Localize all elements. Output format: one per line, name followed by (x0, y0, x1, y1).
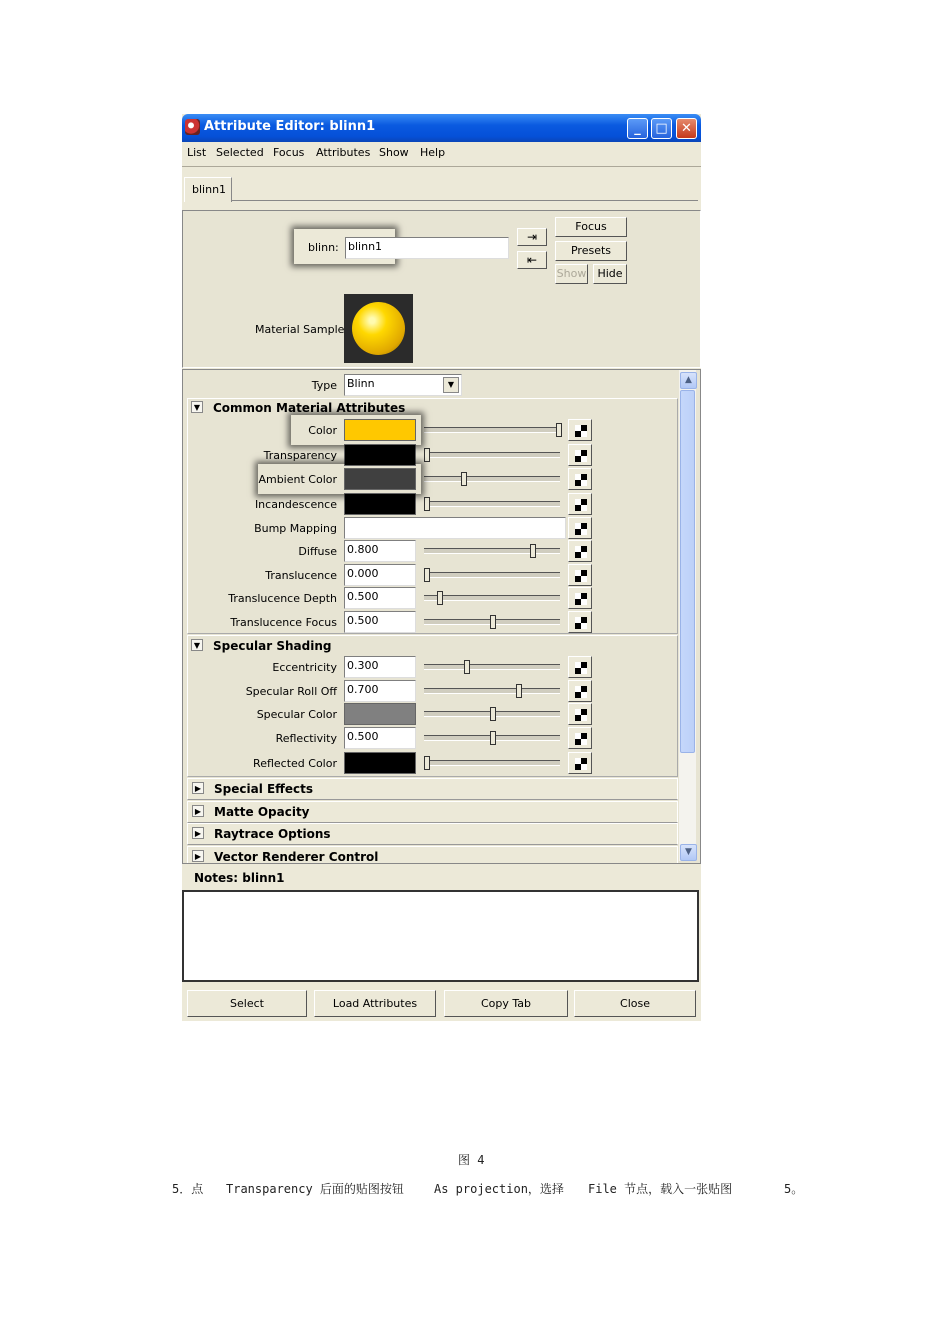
reflected-color-slider[interactable] (424, 760, 560, 766)
diffuse-slider-knob[interactable] (530, 544, 536, 558)
specular-color-swatch[interactable] (344, 703, 416, 725)
expand-triangle-icon[interactable]: ▶ (192, 827, 204, 839)
checker-map-icon (575, 617, 587, 629)
transparency-swatch[interactable] (344, 444, 416, 466)
sample-sphere (352, 302, 405, 355)
scroll-down-icon[interactable]: ▼ (680, 844, 697, 861)
ambient-color-slider-knob[interactable] (461, 472, 467, 486)
collapse-triangle-icon[interactable]: ▼ (191, 639, 203, 651)
body-text-2: Transparency 后面的贴图按钮 (226, 1182, 404, 1196)
tab-label: blinn1 (192, 183, 227, 196)
checker-map-icon (575, 474, 587, 486)
maximize-button[interactable]: □ (651, 118, 672, 139)
minimize-button[interactable]: _ (627, 118, 648, 139)
tab-bar (182, 166, 701, 209)
reflectivity-map-button[interactable] (568, 727, 592, 749)
specular-roll-off-slider-knob[interactable] (516, 684, 522, 698)
checker-map-icon (575, 758, 587, 770)
input-arrow-icon: ⇥ (526, 230, 538, 244)
specular-frame (187, 635, 678, 777)
diffuse-map-button[interactable] (568, 540, 592, 562)
section-specular-shading[interactable] (187, 636, 676, 656)
reflected-color-label: Reflected Color (253, 757, 337, 770)
input-connections-button[interactable] (517, 228, 547, 246)
checker-map-icon (575, 499, 587, 511)
eccentricity-field[interactable]: 0.300 (344, 656, 416, 678)
material-sample-label: Material Sample (255, 323, 345, 336)
ambient-color-highlight (258, 464, 421, 494)
menu-help[interactable]: Help (420, 146, 446, 159)
vertical-scrollbar[interactable] (679, 370, 696, 861)
section-title: Common Material Attributes (213, 401, 406, 415)
translucence-focus-label: Translucence Focus (230, 616, 337, 629)
specular-roll-off-label: Specular Roll Off (245, 685, 337, 698)
translucence-label: Translucence (265, 569, 337, 582)
translucence-focus-field[interactable]: 0.500 (344, 611, 416, 633)
title-bar[interactable] (182, 114, 701, 142)
color-slider-knob[interactable] (556, 423, 562, 437)
dropdown-arrow-icon: ▼ (443, 377, 459, 393)
diffuse-slider[interactable] (424, 548, 560, 554)
material-sample-preview[interactable] (344, 294, 413, 363)
expand-triangle-icon[interactable]: ▶ (192, 805, 204, 817)
presets-button[interactable]: Presets (555, 241, 627, 261)
checker-map-icon (575, 593, 587, 605)
translucence-focus-slider-knob[interactable] (490, 615, 496, 629)
notes-label: Notes: blinn1 (194, 871, 285, 885)
node-header-panel (182, 210, 701, 368)
translucence-field[interactable]: 0.000 (344, 564, 416, 586)
section-raytrace-options[interactable] (187, 823, 678, 845)
section-title: Special Effects (214, 782, 314, 796)
transparency-slider[interactable] (424, 452, 560, 458)
translucence-slider[interactable] (424, 572, 560, 578)
specular-color-label: Specular Color (256, 708, 337, 721)
checker-map-icon (575, 709, 587, 721)
translucence-focus-map-button[interactable] (568, 611, 592, 633)
section-title: Specular Shading (213, 639, 332, 653)
checker-map-icon (575, 425, 587, 437)
transparency-slider-knob[interactable] (424, 448, 430, 462)
specular-color-map-button[interactable] (568, 703, 592, 725)
section-title: Matte Opacity (214, 805, 310, 819)
color-highlight (291, 415, 421, 445)
ambient-color-label: Ambient Color (258, 473, 337, 486)
incandescence-label: Incandescence (254, 498, 337, 511)
transparency-map-button[interactable] (568, 444, 592, 466)
incandescence-slider-knob[interactable] (424, 497, 430, 511)
diffuse-field[interactable]: 0.800 (344, 540, 416, 562)
close-button[interactable]: Close (574, 990, 696, 1017)
reflectivity-label: Reflectivity (275, 732, 337, 745)
scroll-thumb[interactable] (680, 390, 695, 753)
collapse-triangle-icon[interactable]: ▼ (191, 401, 203, 413)
load-attributes-button[interactable]: Load Attributes (314, 990, 436, 1017)
incandescence-map-button[interactable] (568, 493, 592, 515)
color-map-button[interactable] (568, 419, 592, 441)
type-value: Blinn (347, 377, 375, 390)
diffuse-label: Diffuse (298, 545, 337, 558)
section-vector-renderer-control[interactable] (187, 846, 678, 864)
translucence-slider-knob[interactable] (424, 568, 430, 582)
reflected-color-swatch[interactable] (344, 752, 416, 774)
notes-textarea[interactable] (182, 890, 699, 982)
tab-divider (232, 200, 698, 201)
eccentricity-slider-knob[interactable] (464, 660, 470, 674)
reflectivity-slider-knob[interactable] (490, 731, 496, 745)
bump-mapping-field[interactable] (344, 517, 566, 539)
checker-map-icon (575, 450, 587, 462)
body-text-3: As projection，选择 (434, 1182, 564, 1196)
menu-attributes[interactable]: Attributes (316, 146, 371, 159)
specular-roll-off-map-button[interactable] (568, 680, 592, 702)
section-title: Raytrace Options (214, 827, 331, 841)
color-slider[interactable] (424, 427, 560, 433)
body-text-4: File 节点，载入一张贴图 (588, 1182, 733, 1196)
select-button[interactable]: Select (187, 990, 307, 1017)
bump-mapping-map-button[interactable] (568, 517, 592, 539)
translucence-depth-slider-knob[interactable] (437, 591, 443, 605)
checker-map-icon (575, 546, 587, 558)
copy-tab-button[interactable]: Copy Tab (444, 990, 568, 1017)
translucence-depth-label: Translucence Depth (228, 592, 337, 605)
attribute-editor-window (182, 114, 701, 1021)
section-special-effects[interactable] (187, 778, 678, 800)
translucence-depth-map-button[interactable] (568, 587, 592, 609)
incandescence-swatch[interactable] (344, 493, 416, 515)
node-name-label: blinn: (308, 241, 339, 254)
specular-roll-off-field[interactable]: 0.700 (344, 680, 416, 702)
menu-bar (182, 142, 701, 162)
output-connections-button[interactable] (517, 251, 547, 269)
output-arrow-icon: ⇤ (526, 253, 538, 267)
checker-map-icon (575, 662, 587, 674)
maya-app-icon (185, 119, 200, 135)
ambient-color-map-button[interactable] (568, 468, 592, 490)
section-matte-opacity[interactable] (187, 801, 678, 823)
node-name-field[interactable]: blinn1 (345, 237, 509, 259)
close-window-button[interactable]: ✕ (676, 118, 697, 139)
type-label: Type (311, 379, 337, 392)
reflected-color-slider-knob[interactable] (424, 756, 430, 770)
reflected-color-map-button[interactable] (568, 752, 592, 774)
window-title: Attribute Editor: blinn1 (204, 119, 376, 134)
body-text-5: 5。 (784, 1182, 804, 1196)
focus-button[interactable]: Focus (555, 217, 627, 237)
checker-map-icon (575, 686, 587, 698)
checker-map-icon (575, 523, 587, 535)
tab-blinn1[interactable] (184, 177, 232, 202)
scroll-up-icon[interactable]: ▲ (680, 372, 697, 389)
translucence-depth-field[interactable]: 0.500 (344, 587, 416, 609)
color-label: Color (308, 424, 337, 437)
transparency-label: Transparency (263, 449, 337, 462)
expand-triangle-icon[interactable]: ▶ (192, 850, 204, 862)
eccentricity-map-button[interactable] (568, 656, 592, 678)
show-button[interactable]: Show (555, 264, 588, 284)
menu-show[interactable]: Show (379, 146, 409, 159)
menu-focus[interactable]: Focus (273, 146, 305, 159)
incandescence-slider[interactable] (424, 501, 560, 507)
reflectivity-field[interactable]: 0.500 (344, 727, 416, 749)
ambient-color-slider[interactable] (424, 476, 560, 482)
figure-caption: 图 4 (458, 1153, 485, 1167)
expand-triangle-icon[interactable]: ▶ (192, 782, 204, 794)
body-text-1: 5．点 (172, 1182, 204, 1196)
bump-mapping-label: Bump Mapping (254, 522, 337, 535)
specular-roll-off-slider[interactable] (424, 688, 560, 694)
eccentricity-label: Eccentricity (272, 661, 337, 674)
eccentricity-slider[interactable] (424, 664, 560, 670)
menu-selected[interactable]: Selected (216, 146, 264, 159)
specular-color-slider-knob[interactable] (490, 707, 496, 721)
hide-button[interactable]: Hide (593, 264, 627, 284)
checker-map-icon (575, 570, 587, 582)
section-title: Vector Renderer Control (214, 850, 379, 864)
translucence-depth-slider[interactable] (424, 595, 560, 601)
attributes-scroll-panel[interactable] (182, 369, 701, 864)
checker-map-icon (575, 733, 587, 745)
menu-list[interactable]: List (187, 146, 207, 159)
translucence-map-button[interactable] (568, 564, 592, 586)
